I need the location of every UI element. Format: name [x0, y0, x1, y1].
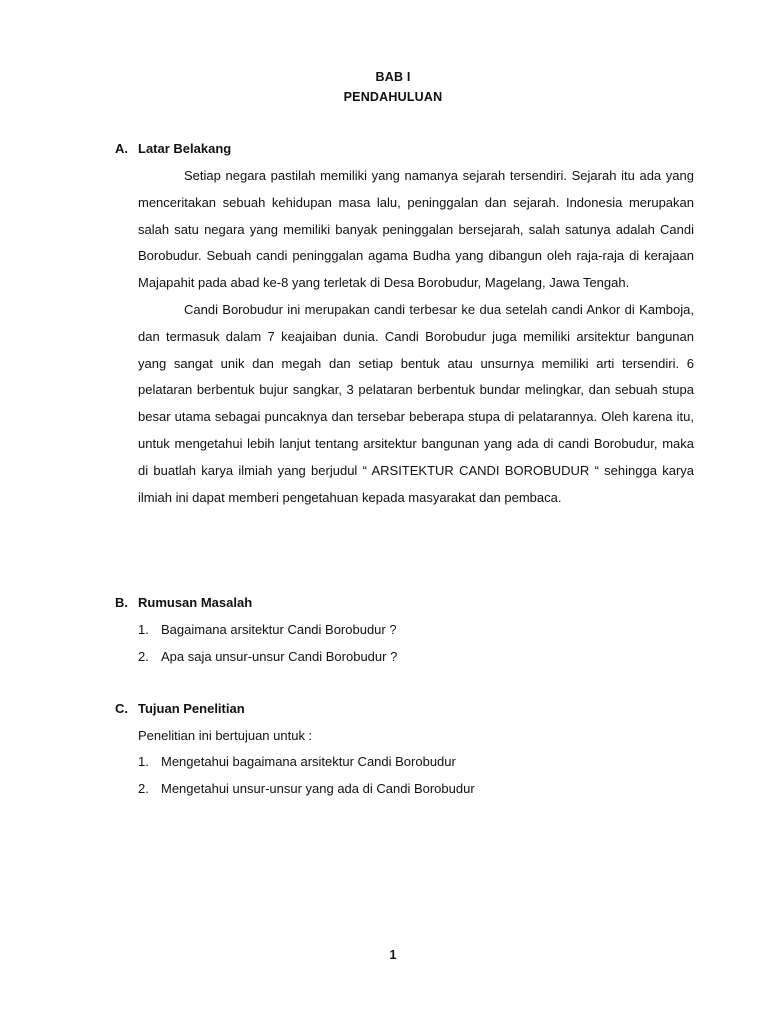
- objective-list: [138, 749, 475, 803]
- section-title: Tujuan Penelitian: [138, 701, 245, 716]
- list-number: 2.: [138, 648, 149, 664]
- chapter-title: PENDAHULUAN: [343, 90, 443, 104]
- list-item: [138, 776, 475, 803]
- list-text: Mengetahui bagaimana arsitektur Candi Borobudur: [161, 754, 456, 769]
- section-title: Latar Belakang: [138, 141, 232, 156]
- paragraph: Setiap negara pastilah memiliki yang namanya sejarah tersendiri. Sejarah itu ada yang menceritakan sebuah kehidupan masa lalu, peninggalan dan sejarah. Indonesia merupakan salah satu negara yang memiliki banyak peninggalan bersejarah, salah satunya adalah Candi Borobudur. Sebuah candi peninggalan agama Budha yang dibangun oleh raja-raja di kerajaan Majapahit pada abad ke-8 yang terletak di Desa Borobudur, Magelang, Jawa Tengah.: [138, 168, 694, 291]
- paragraph: Candi Borobudur ini merupakan candi terbesar ke dua setelah candi Ankor di Kamboja, dan termasuk dalam 7 keajaiban dunia. Candi Borobudur juga memiliki arsitektur bangunan yang sangat unik dan megah dan setiap bentuk atau unsurnya memiliki arti tersendiri. 6 pelataran berbentuk bujur sangkar, 3 pelataran berbentuk bundar melingkar, dan sebuah stupa besar utama sebagai puncaknya dan tersebar beberapa stupa di pelatarannya. Oleh karena itu, untuk mengetahui lebih lanjut tentang arsitektur bangunan yang ada di candi Borobudur, maka di buatlah karya ilmiah yang berjudul “ ARSITEKTUR CANDI BOROBUDUR “ sehingga karya ilmiah ini dapat memberi pengetahuan kepada masyarakat dan pembaca.: [138, 301, 694, 505]
- section-intro: Penelitian ini bertujuan untuk :: [138, 728, 313, 743]
- list-text: Apa saja unsur-unsur Candi Borobudur ?: [161, 648, 398, 664]
- list-number: 2.: [138, 780, 149, 796]
- section-heading-rumusan-masalah: [115, 595, 252, 610]
- list-text: Bagaimana arsitektur Candi Borobudur ?: [161, 622, 397, 637]
- problem-list: [138, 617, 397, 671]
- section-body-latar-belakang: [138, 163, 694, 511]
- section-letter: B.: [115, 595, 128, 610]
- page-number: 1: [389, 948, 397, 962]
- section-title: Rumusan Masalah: [138, 595, 253, 610]
- section-heading-tujuan-penelitian: [115, 701, 245, 716]
- list-text: Mengetahui unsur-unsur yang ada di Candi Borobudur: [161, 780, 475, 796]
- section-heading-latar-belakang: [115, 141, 231, 156]
- list-number: 1.: [138, 622, 149, 637]
- list-item: [138, 644, 397, 671]
- list-item: [138, 617, 397, 644]
- section-letter: C.: [115, 701, 128, 716]
- chapter-number: BAB I: [375, 70, 411, 84]
- list-item: [138, 749, 475, 776]
- list-number: 1.: [138, 754, 149, 769]
- section-letter: A.: [115, 141, 128, 156]
